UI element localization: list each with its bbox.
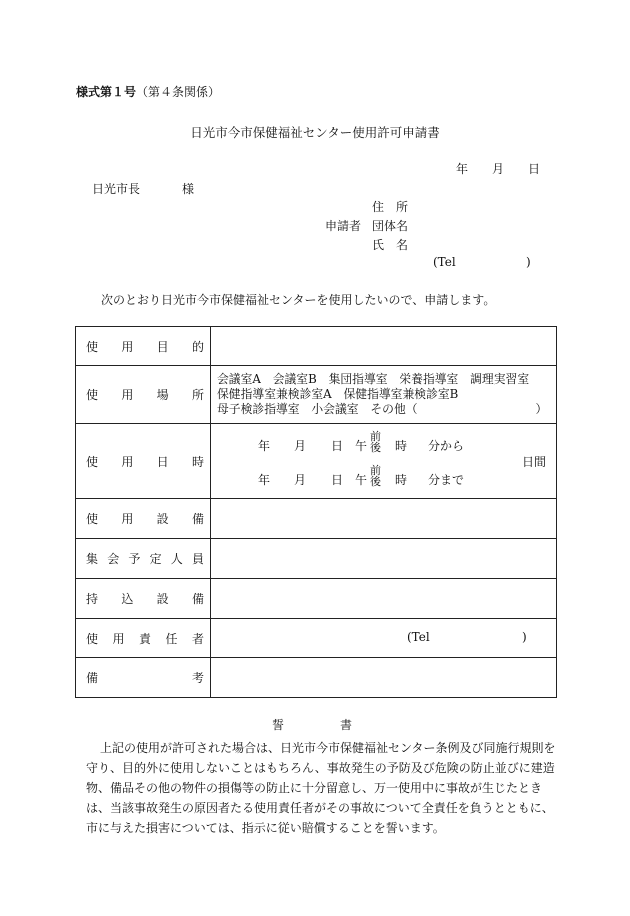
name-label: 氏 名 (372, 238, 409, 252)
label-place (76, 366, 211, 424)
from-hour: 時 (395, 439, 408, 453)
label-char: 責 (138, 631, 151, 646)
row-purpose (76, 327, 557, 366)
responsible-value[interactable] (211, 619, 557, 658)
addressee-sama: 様 (182, 182, 195, 196)
label-char: 使 (86, 388, 99, 402)
equipment-value[interactable] (211, 499, 557, 539)
label-datetime-chars (76, 453, 210, 470)
label-char: 設 (156, 592, 169, 606)
from-day: 日 (331, 439, 344, 453)
label-purpose (76, 327, 211, 366)
oath-paragraph: 上記の使用が許可された場合は、日光市今市保健福祉センター条例及び同施行規則を守り、目的外に使用しないことはもちろん、事故発生の予防及び危険の防止並びに建造物、備品その他の物件の損傷等の防止に十分留意し、万一使用中に事故が生じたときは、当該事故発生の原因者たる使用責任者がその事故について全責任を負うとともに、市に与えた損害については、指示に従い賠償することを誓います。 (86, 741, 556, 835)
label-place-chars (76, 386, 210, 403)
group-label: 団体名 (372, 219, 409, 233)
responsible-tel-open: (Tel (407, 630, 430, 644)
label-responsible (76, 619, 211, 658)
row-brought (76, 579, 557, 619)
label-char: 定 (149, 552, 162, 566)
row-place (76, 366, 557, 424)
application-table (75, 326, 557, 698)
remarks-value[interactable] (211, 658, 557, 698)
brought-value[interactable] (211, 579, 557, 619)
form-label (76, 83, 220, 100)
form-number: 様式第１号 (76, 85, 137, 99)
to-minute: 分まで (428, 473, 465, 487)
label-remarks-chars (76, 669, 210, 686)
datetime-to (211, 464, 556, 492)
place-value[interactable] (211, 366, 557, 424)
date-year: 年 (456, 162, 469, 176)
applicant-tel-close: ) (526, 255, 531, 269)
label-char: 用 (121, 454, 134, 469)
addressee-mayor: 日光市長 (92, 182, 141, 196)
from-ampm (370, 431, 381, 453)
pm-char: 後 (370, 475, 381, 488)
label-char: 設 (156, 512, 169, 526)
label-char: 会 (107, 552, 120, 566)
datetime-from (211, 430, 556, 458)
row-datetime (76, 424, 557, 499)
address-label: 住 所 (372, 200, 409, 214)
label-responsible-chars (76, 630, 210, 647)
place-line-3: 母子検診指導室 小会議室 その他（ ） (217, 402, 548, 416)
row-equipment (76, 499, 557, 539)
label-char: 使 (86, 339, 99, 354)
from-year: 年 (258, 439, 271, 453)
from-month: 月 (294, 439, 307, 453)
label-remarks (76, 658, 211, 698)
label-char: 込 (121, 592, 134, 606)
label-brought (76, 579, 211, 619)
place-line-2: 保健指導室兼検診室A 保健指導室兼検診室B (217, 387, 459, 401)
row-attendees (76, 539, 557, 579)
label-char: 持 (86, 592, 99, 606)
oath-title-b: 書 (340, 718, 353, 732)
to-hour: 時 (395, 473, 408, 487)
label-attendees (76, 539, 211, 579)
attendees-value[interactable] (211, 539, 557, 579)
label-char: 使 (86, 631, 99, 646)
label-brought-chars (76, 590, 210, 607)
row-responsible (76, 619, 557, 658)
label-char: 使 (86, 454, 99, 469)
label-purpose-chars (76, 338, 210, 355)
label-char: 的 (191, 339, 204, 354)
label-char: 用 (121, 339, 134, 354)
label-char: 備 (191, 512, 204, 526)
to-day: 日 (331, 473, 344, 487)
oath-title-a: 誓 (272, 718, 285, 732)
label-char: 人 (170, 552, 183, 566)
label-char: 用 (121, 512, 134, 526)
label-char: 使 (86, 512, 99, 526)
oath-text (86, 738, 556, 838)
label-char: 用 (121, 388, 134, 402)
date-day: 日 (528, 162, 541, 176)
place-line-1: 会議室A 会議室B 集団指導室 栄養指導室 調理実習室 (217, 372, 530, 386)
label-char: 場 (156, 388, 169, 402)
datetime-value[interactable] (211, 424, 557, 499)
label-char: 所 (191, 388, 204, 402)
purpose-value[interactable] (211, 327, 557, 366)
applicant-tel-open: (Tel (433, 255, 456, 269)
label-attendees-chars (76, 550, 210, 567)
label-char: 備 (191, 592, 204, 606)
label-char: 目 (156, 339, 169, 354)
label-char: 日 (156, 454, 169, 469)
document-title: 日光市今市保健福祉センター使用許可申請書 (190, 125, 440, 140)
to-month: 月 (294, 473, 307, 487)
label-char: 時 (191, 454, 204, 469)
from-minute: 分から (428, 439, 465, 453)
label-char: 任 (165, 631, 178, 646)
to-noon: 午 (355, 473, 368, 487)
date-line (0, 160, 630, 176)
intro-text: 次のとおり日光市今市保健福祉センターを使用したいので、申請します。 (101, 293, 496, 307)
to-ampm (370, 465, 381, 487)
date-month: 月 (492, 162, 505, 176)
applicant-label: 申請者 (325, 219, 362, 233)
label-char: 員 (191, 552, 204, 566)
label-equipment-chars (76, 510, 210, 527)
label-char: 者 (191, 631, 204, 646)
label-char: 用 (112, 631, 125, 646)
am-char: 前 (370, 464, 381, 477)
label-char: 集 (86, 552, 99, 566)
row-remarks (76, 658, 557, 698)
am-char: 前 (370, 430, 381, 443)
label-char: 備 (86, 671, 99, 685)
from-noon: 午 (355, 439, 368, 453)
label-char: 考 (191, 671, 204, 685)
responsible-tel-close: ) (522, 630, 527, 644)
label-datetime (76, 424, 211, 499)
datetime-days: 日間 (522, 455, 547, 469)
pm-char: 後 (370, 441, 381, 454)
form-relation: （第４条関係） (136, 85, 221, 99)
to-year: 年 (258, 473, 271, 487)
label-equipment (76, 499, 211, 539)
label-char: 予 (128, 552, 141, 566)
